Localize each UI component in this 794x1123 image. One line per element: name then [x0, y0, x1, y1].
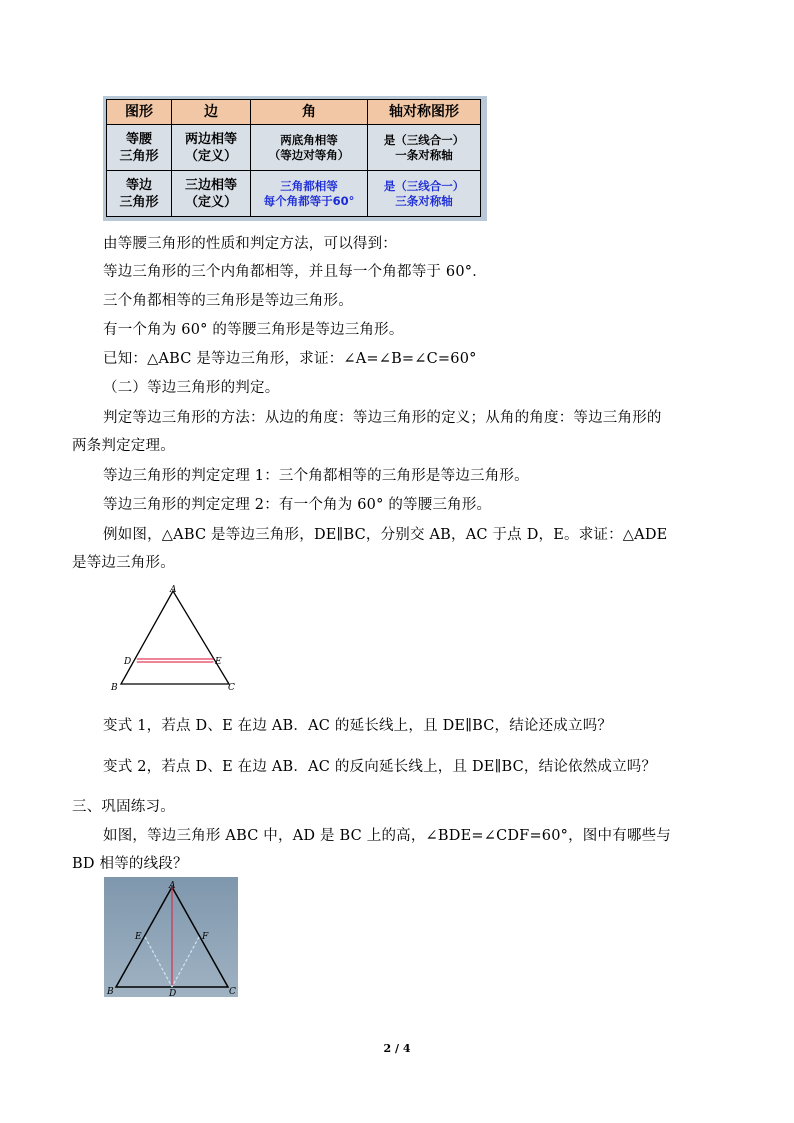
table-cell: 等边 三角形: [107, 171, 172, 217]
triangle-figure-1: [108, 583, 238, 693]
paragraph: 判定等边三角形的方法：从边的角度：等边三角形的定义；从角的角度：等边三角形的: [103, 410, 662, 426]
table-header-axis: 轴对称图形: [368, 100, 481, 125]
point-label-b: B: [107, 987, 114, 997]
table-cell: 两边相等 （定义）: [172, 125, 251, 171]
point-label-d: D: [124, 657, 132, 667]
point-label-c: C: [228, 683, 235, 693]
property-table-image: [103, 96, 487, 221]
paragraph: 变式 1，若点 D、E 在边 AB．AC 的延长线上，且 DE∥BC，结论还成立吗？: [103, 718, 613, 734]
paragraph: 由等腰三角形的性质和判定方法，可以得到：: [103, 236, 397, 252]
paragraph: 三个角都相等的三角形是等边三角形。: [103, 293, 353, 309]
point-label-c: C: [229, 987, 236, 997]
table-header-angle: 角: [251, 100, 368, 125]
triangle-abc: [121, 591, 229, 684]
paragraph: BD 相等的线段？: [72, 856, 188, 872]
paragraph: 两条判定定理。: [72, 438, 175, 454]
paragraph: 例如图，△ABC 是等边三角形，DE∥BC，分别交 AB，AC 于点 D，E。求证：△ADE: [103, 527, 668, 543]
table-header-shape: 图形: [107, 100, 172, 125]
point-label-e: E: [215, 657, 222, 667]
paragraph: 如图，等边三角形 ABC 中，AD 是 BC 上的高，∠BDE=∠CDF=60°，图中有哪些与: [103, 828, 671, 844]
paragraph: 有一个角为 60° 的等腰三角形是等边三角形。: [103, 322, 404, 338]
paragraph: 等边三角形的判定定理 1：三个角都相等的三角形是等边三角形。: [103, 468, 529, 484]
paragraph: 是等边三角形。: [72, 555, 175, 571]
point-label-d: D: [169, 989, 177, 997]
point-label-b: B: [111, 683, 118, 693]
point-label-a: A: [169, 881, 176, 891]
table-cell: 两底角相等 （等边对等角）: [251, 125, 368, 171]
property-table: [106, 99, 481, 217]
paragraph: 等边三角形的三个内角都相等，并且每一个角都等于 60°．: [103, 264, 487, 280]
table-cell: 是（三线合一） 一条对称轴: [368, 125, 481, 171]
page-number: 2 / 4: [383, 1042, 411, 1055]
paragraph: 已知：△ABC 是等边三角形，求证：∠A=∠B=∠C=60°: [103, 351, 477, 367]
point-label-e: E: [135, 932, 142, 942]
paragraph: 等边三角形的判定定理 2：有一个角为 60° 的等腰三角形。: [103, 497, 492, 513]
section-heading: 三、巩固练习。: [72, 799, 175, 815]
triangle-figure-2: [104, 877, 238, 997]
point-label-f: F: [202, 932, 209, 942]
table-header-side: 边: [172, 100, 251, 125]
table-cell: 等腰 三角形: [107, 125, 172, 171]
section-heading: （二）等边三角形的判定。: [103, 380, 280, 396]
figure-background: [104, 877, 238, 997]
table-cell: 三边相等 （定义）: [172, 171, 251, 217]
table-cell: 是（三线合一） 三条对称轴: [368, 171, 481, 217]
paragraph: 变式 2，若点 D、E 在边 AB．AC 的反向延长线上，且 DE∥BC，结论依然成立吗？: [103, 759, 657, 775]
point-label-a: A: [170, 585, 177, 595]
table-cell: 三角都相等 每个角都等于60°: [251, 171, 368, 217]
